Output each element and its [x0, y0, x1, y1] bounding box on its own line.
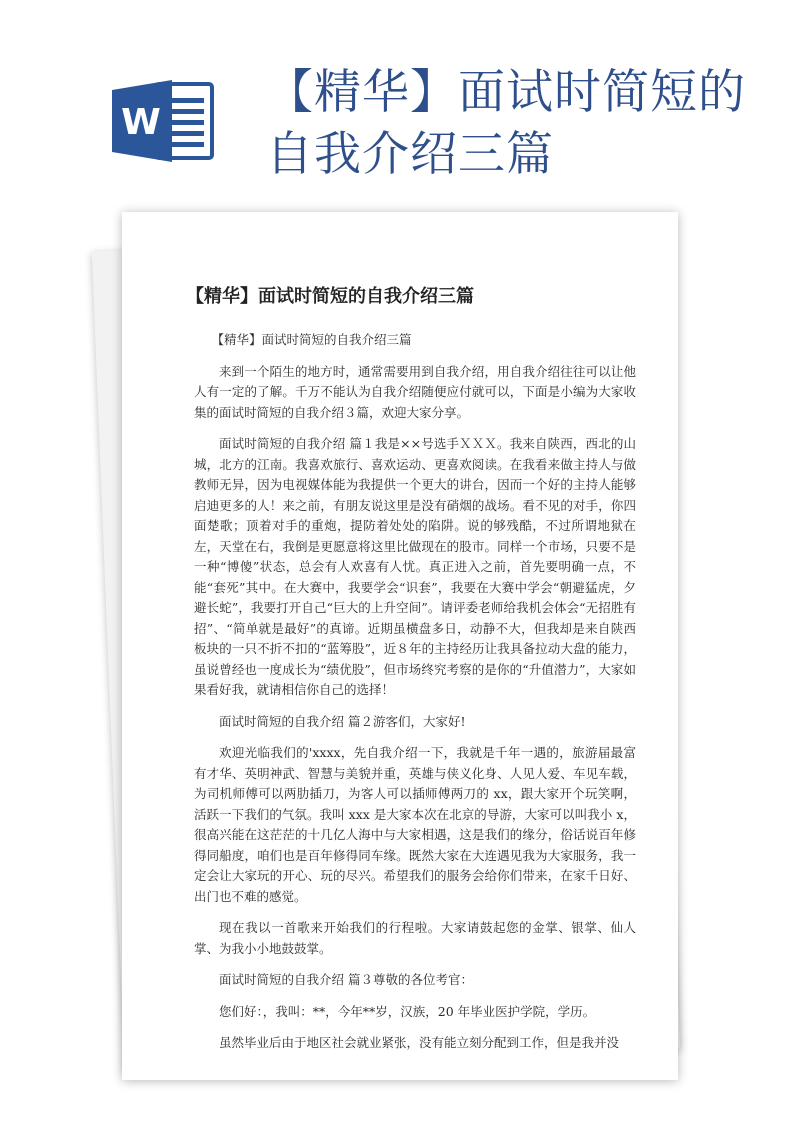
paragraph-intro: 来到一个陌生的地方时，通常需要用到自我介绍，用自我介绍往往可以让他人有一定的了解。千万不能认为自我介绍随便应付就可以，下面是小编为大家收集的面试时简短的自我介绍３篇，欢迎大家分享。 [194, 363, 636, 420]
paragraph-part-2-end: 现在我以一首歌来开始我们的行程啦。大家请鼓起您的金掌、银掌、仙人掌、为我小小地鼓鼓掌。 [194, 920, 636, 956]
document-page [122, 212, 678, 1080]
word-document-icon [112, 78, 216, 164]
banner-title-line-1: 【精华】面试时简短的 [266, 65, 746, 120]
document-subtitle: 【精华】面试时简短的自我介绍三篇 [211, 332, 412, 347]
banner-title [266, 62, 786, 186]
paragraph-part-2: 欢迎光临我们的'xxxx，先自我介绍一下，我就是千年一遇的，旅游届最富有才华、英明神武、智慧与美貌并重，英雄与侠义化身、人见人爱、车见车载，为司机师傅可以两肋插刀，为客人可以插师傅两刀的 xx，跟大家开个玩笑啊，活跃一下我们的气氛。我叫 xxx 是大家本次在北京的导游，大家可以叫我小 x，很高兴能在这茫茫的十几亿人海中与大家相遇，这是我们的缘分，俗话说百年修得同船度，咱们也是百年修得同车缘。既然大家在大连遇见我为大家服务，我一定会让大家玩的开心、玩的尽兴。希望我们的服务会给你们带来，在家千日好、出门也不难的感觉。 [194, 745, 636, 904]
document-heading: 【精华】面试时简短的自我介绍三篇 [186, 286, 474, 307]
document-body [194, 330, 636, 1065]
word-logo-graphic [112, 78, 216, 164]
paragraph-part-2-heading: 面试时简短的自我介绍 篇２游客们，大家好! [219, 713, 466, 729]
paragraph-part-3-heading: 面试时简短的自我介绍 篇３尊敬的各位考官： [219, 972, 473, 987]
logo-letter: W [121, 102, 161, 143]
banner-title-line-2: 自我介绍三篇 [266, 127, 554, 182]
paragraph-part-3: 虽然毕业后由于地区社会就业紧张，没有能立刻分配到工作，但是我并没 [219, 1035, 620, 1050]
paragraph-part-3-greeting: 您们好：，我叫：**，今年**岁，汉族，20 年毕业医护学院，学历。 [219, 1003, 596, 1019]
paragraph-part-1: 面试时简短的自我介绍 篇１我是××号选手ＸＸＸ。我来自陕西，西北的山城，北方的江南。我喜欢旅行、喜欢运动、更喜欢阅读。在我看来做主持人与做教师无异，因为电视媒体能为我提供一个更大的讲台，因而一个好的主持人能够启迪更多的人！来之前，有朋友说这里是没有硝烟的战场。看不见的对手，你四面楚歌；顶着对手的重炮，提防着处处的陷阱。说的够残酷，不过所谓地狱在左，天堂在右，我倒是更愿意将这里比做现在的股市。同样一个市场，只要不是一种“博傻”状态，总会有人欢喜有人忧。真正进入之前，首先要明确一点，不能“套死”其中。在大赛中，我要学会“识套”，我要在大赛中学会“朝避猛虎，夕避长蛇”，我要打开自己“巨大的上升空间”。请评委老师给我机会体会“无招胜有招”、“简单就是最好”的真谛。近期虽横盘多日，动静不大，但我却是来自陕西板块的一只不折不扣的“蓝筹股”，近８年的主持经历让我具备拉动大盘的能力，虽说曾经也一度成长为“绩优股”，但市场终究考察的是你的“升值潜力”，大家如果看好我，就请相信你自己的选择！ [194, 436, 636, 697]
